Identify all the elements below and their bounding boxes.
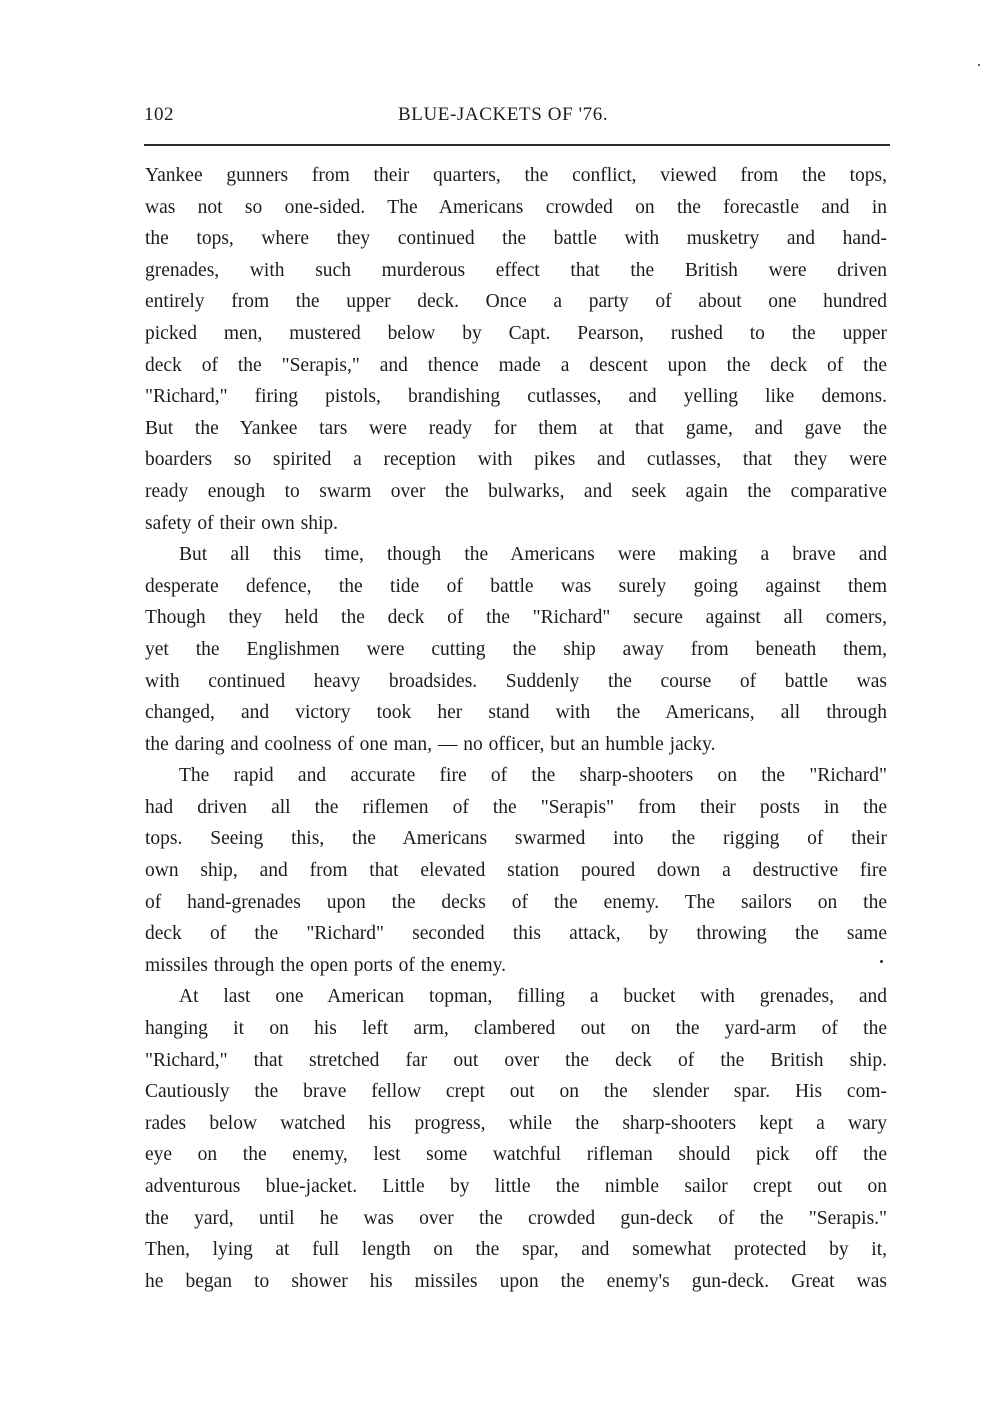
scan-speck: [978, 64, 980, 66]
text-line: missiles through the open ports of the enemy.: [145, 954, 507, 976]
running-head: BLUE-JACKETS OF '76.: [398, 104, 609, 125]
text-line: Yankee gunners from their quarters, the conflict, viewed from the tops,: [145, 165, 887, 186]
text-line: "Richard," that stretched far out over the deck of the British ship.: [145, 1049, 887, 1071]
text-line: desperate defence, the tide of battle was surely going against them: [145, 575, 887, 597]
text-line: deck of the "Serapis," and thence made a descent upon the deck of the: [145, 354, 887, 376]
text-line: ready enough to swarm over the bulwarks, and seek again the comparative: [145, 480, 887, 502]
text-line: picked men, mustered below by Capt. Pearson, rushed to the upper: [145, 322, 887, 344]
text-line: safety of their own ship.: [145, 512, 339, 534]
text-line: boarders so spirited a reception with pikes and cutlasses, that they were: [145, 449, 887, 471]
text-line: But the Yankee tars were ready for them at that game, and gave the: [145, 417, 887, 439]
text-line: with continued heavy broadsides. Suddenly the course of battle was: [145, 670, 887, 692]
text-line: rades below watched his progress, while the sharp-shooters kept a wary: [145, 1112, 887, 1134]
text-line: the tops, where they continued the battle with musketry and hand-: [145, 228, 887, 250]
text-line: "Richard," firing pistols, brandishing cutlasses, and yelling like demons.: [145, 386, 887, 408]
scan-speck: [880, 960, 883, 963]
text-line: changed, and victory took her stand with the Americans, all through: [145, 702, 887, 724]
text-line: deck of the "Richard" seconded this attack, by throwing the same: [145, 923, 887, 945]
text-line: At last one American topman, filling a bucket with grenades, and: [179, 986, 887, 1008]
text-line: the yard, until he was over the crowded gun-deck of the "Serapis.": [145, 1207, 887, 1229]
text-line: of hand-grenades upon the decks of the enemy. The sailors on the: [145, 891, 887, 913]
text-line: yet the Englishmen were cutting the ship away from beneath them,: [145, 638, 887, 660]
text-line: had driven all the riflemen of the "Serapis" from their posts in the: [145, 796, 887, 818]
text-line: hanging it on his left arm, clambered out on the yard-arm of the: [145, 1018, 887, 1040]
text-line: grenades, with such murderous effect that the British were driven: [145, 259, 887, 281]
text-line: the daring and coolness of one man, — no officer, but an humble jacky.: [145, 733, 716, 755]
header-rule: [144, 144, 890, 146]
text-line: tops. Seeing this, the Americans swarmed into the rigging of their: [145, 828, 887, 850]
page-number: 102: [144, 104, 174, 125]
text-line: own ship, and from that elevated station poured down a destructive fire: [145, 860, 887, 882]
text-line: Then, lying at full length on the spar, and somewhat protected by it,: [145, 1239, 887, 1261]
text-line: adventurous blue-jacket. Little by little the nimble sailor crept out on: [145, 1176, 887, 1197]
text-line: he began to shower his missiles upon the enemy's gun-deck. Great was: [145, 1270, 887, 1292]
text-line: Cautiously the brave fellow crept out on the slender spar. His com-: [145, 1081, 887, 1103]
text-line: The rapid and accurate fire of the sharp-shooters on the "Richard": [179, 765, 887, 787]
text-line: was not so one-sided. The Americans crowded on the forecastle and in: [145, 196, 887, 218]
body-text: [145, 160, 887, 1297]
text-line: eye on the enemy, lest some watchful rifleman should pick off the: [145, 1144, 887, 1166]
text-line: But all this time, though the Americans were making a brave and: [179, 544, 887, 566]
text-line: Though they held the deck of the "Richard" secure against all comers,: [145, 607, 887, 629]
text-line: entirely from the upper deck. Once a party of about one hundred: [145, 291, 887, 313]
